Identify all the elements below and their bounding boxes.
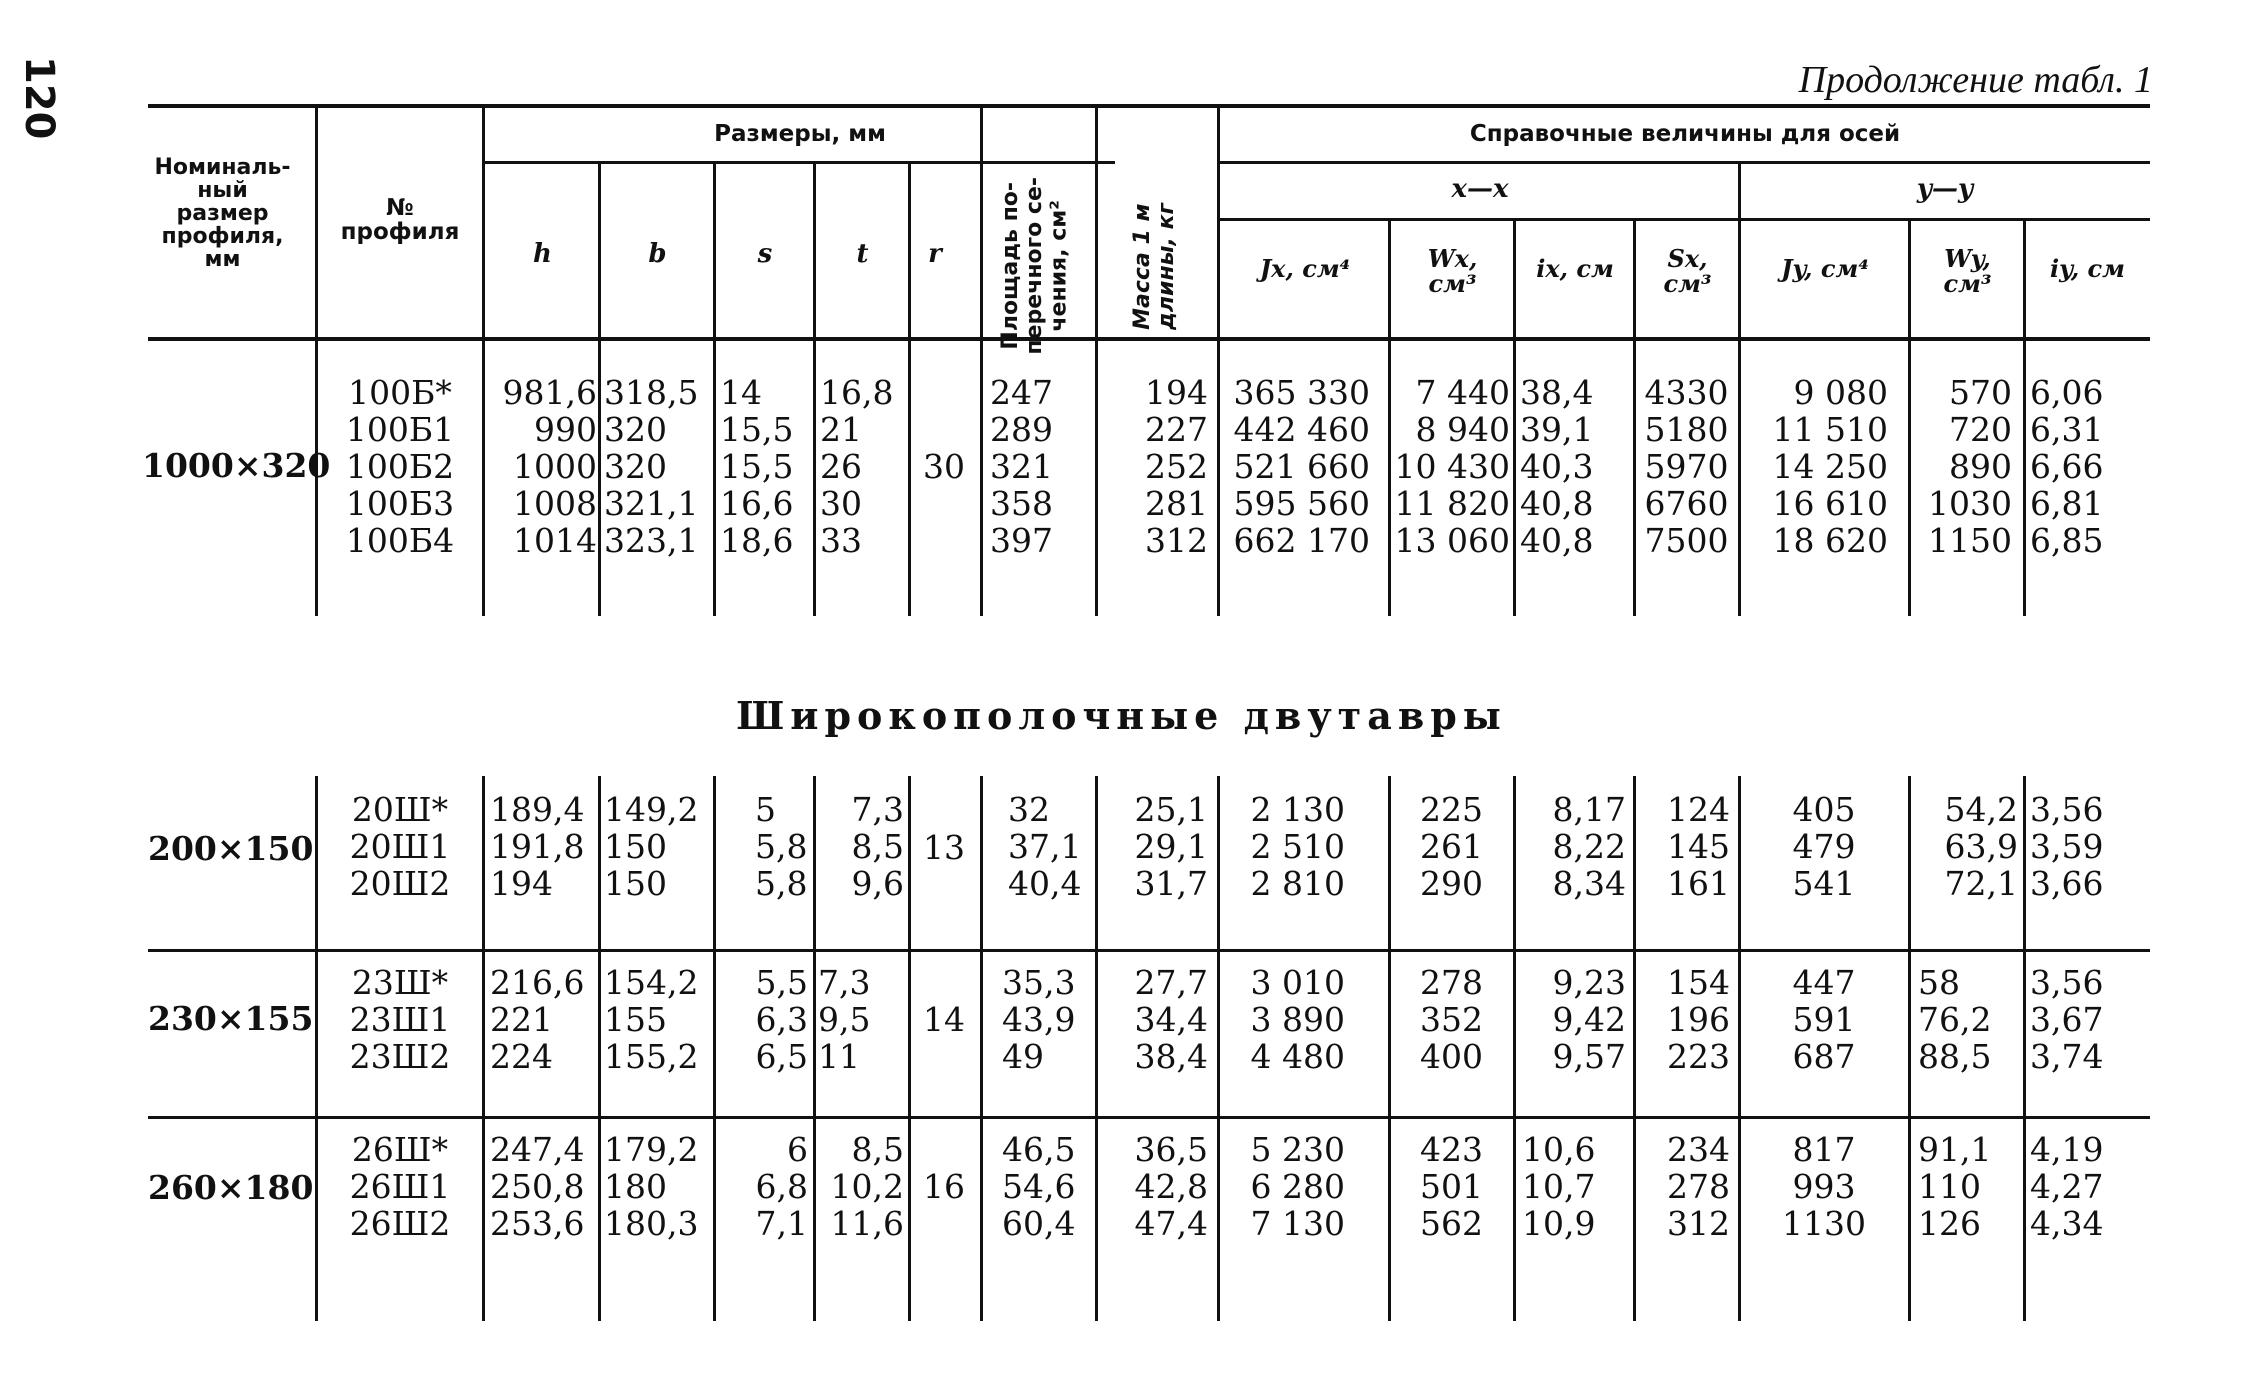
row-separator-260	[148, 1116, 2150, 1119]
header-vline	[1217, 106, 1220, 338]
profile-numbers: 23Ш* 23Ш1 23Ш2	[349, 963, 451, 1076]
header-mass-wrap	[1095, 116, 1215, 416]
block2-vline	[482, 776, 485, 1321]
mass-values: 194 227 252 281 312	[1145, 373, 1208, 560]
header-vline	[1738, 162, 1741, 338]
header-t: t	[856, 239, 869, 269]
area-values: 247 289 321 358 397	[990, 373, 1053, 560]
t-values: 7,3 9,5 11	[818, 963, 871, 1076]
h-values: 247,4 250,8 253,6	[490, 1130, 585, 1243]
header-dimensions: Размеры, мм	[714, 121, 886, 147]
ix-values: 38,4 39,1 40,3 40,8 40,8	[1520, 373, 1594, 560]
Jx-values: 5 230 6 280 7 130	[1250, 1130, 1345, 1243]
s-values: 5,5 6,3 6,5	[755, 963, 808, 1076]
nominal-size: 260×180	[148, 1168, 314, 1207]
header-mass: Масса 1 м длины, кг	[1129, 202, 1179, 330]
header-axis-y: y—y	[1916, 174, 1974, 204]
Wy-values: 54,2 63,9 72,1	[1944, 790, 2018, 903]
header-vline	[980, 106, 983, 338]
s-values: 14 15,5 15,5 16,6 18,6	[720, 373, 794, 560]
block1-vline	[713, 341, 716, 616]
r-value: 13	[923, 828, 965, 867]
reference-rule	[1220, 161, 2150, 164]
t-values: 16,8 21 26 30 33	[820, 373, 894, 560]
block2-vline	[980, 776, 983, 1321]
Sx-values: 154 196 223	[1667, 963, 1730, 1076]
header-Wx: Wx, см³	[1427, 244, 1478, 299]
block1-vline	[1513, 341, 1516, 616]
Wx-values: 225 261 290	[1420, 790, 1483, 903]
header-vline	[2023, 219, 2026, 338]
Jy-values: 817 993 1130	[1782, 1130, 1866, 1243]
b-values: 154,2 155 155,2	[604, 963, 699, 1076]
header-reference: Справочные величины для осей	[1469, 121, 1901, 147]
header-vline	[1513, 219, 1516, 338]
b-values: 149,2 150 150	[604, 790, 699, 903]
mass-values: 27,7 34,4 38,4	[1134, 963, 1208, 1076]
Sx-values: 124 145 161	[1667, 790, 1730, 903]
Sx-values: 234 278 312	[1667, 1130, 1730, 1243]
Wx-values: 423 501 562	[1420, 1130, 1483, 1243]
header-Jy: Jy, см⁴	[1781, 254, 1869, 283]
b-values: 179,2 180 180,3	[604, 1130, 699, 1243]
header-vline	[1388, 219, 1391, 338]
block2-vline	[598, 776, 601, 1321]
block1-vline	[980, 341, 983, 616]
b-values: 318,5 320 320 321,1 323,1	[604, 373, 699, 560]
block2-vline	[2023, 776, 2026, 1321]
header-vline	[598, 162, 601, 338]
page-number: 120	[16, 56, 62, 140]
Wx-values: 7 440 8 940 10 430 11 820 13 060	[1394, 373, 1510, 560]
header-vline	[908, 162, 911, 338]
Jy-values: 405 479 541	[1792, 790, 1856, 903]
header-Jx: Jx, см⁴	[1259, 254, 1351, 283]
ix-values: 8,17 8,22 8,34	[1552, 790, 1626, 903]
Jx-values: 2 130 2 510 2 810	[1250, 790, 1345, 903]
axis-rule	[1220, 218, 2150, 221]
t-values: 7,3 8,5 9,6	[851, 790, 904, 903]
section-title: Широкополочные двутавры	[736, 693, 1507, 738]
Wy-values: 570 720 890 1030 1150	[1928, 373, 2012, 560]
iy-values: 4,19 4,27 4,34	[2030, 1130, 2104, 1243]
header-iy: iy, см	[2050, 254, 2125, 283]
profile-numbers: 100Б* 100Б1 100Б2 100Б3 100Б4	[345, 373, 455, 560]
ix-values: 10,6 10,7 10,9	[1522, 1130, 1596, 1243]
s-values: 6 6,8 7,1	[755, 1130, 808, 1243]
r-value: 30	[923, 447, 965, 486]
iy-values: 6,06 6,31 6,66 6,81 6,85	[2030, 373, 2104, 560]
header-b: b	[648, 239, 667, 269]
header-h: h	[533, 239, 552, 269]
header-ix: ix, см	[1536, 254, 1614, 283]
block1-vline	[813, 341, 816, 616]
nominal-size: 200×150	[148, 829, 314, 868]
header-r: r	[928, 239, 942, 269]
r-value: 14	[923, 1000, 965, 1039]
nominal-size: 230×155	[148, 999, 314, 1038]
ix-values: 9,23 9,42 9,57	[1552, 963, 1626, 1076]
mass-values: 36,5 42,8 47,4	[1134, 1130, 1208, 1243]
profile-numbers: 26Ш* 26Ш1 26Ш2	[349, 1130, 451, 1243]
nominal-size: 1000×320	[142, 446, 331, 485]
Jy-values: 447 591 687	[1792, 963, 1856, 1076]
header-Sx: Sx, см³	[1663, 244, 1712, 299]
h-values: 216,6 221 224	[490, 963, 585, 1076]
r-value: 16	[923, 1167, 965, 1206]
header-nominal: Номиналь- ный размер профиля, мм	[154, 155, 291, 273]
Jx-values: 365 330 442 460 521 660 595 560 662 170	[1233, 373, 1370, 560]
area-values: 35,3 43,9 49	[1002, 963, 1076, 1076]
profile-numbers: 20Ш* 20Ш1 20Ш2	[349, 790, 451, 903]
header-Wy: Wy, см³	[1943, 244, 1992, 299]
header-area-wrap	[985, 116, 1085, 416]
Wy-values: 91,1 110 126	[1918, 1130, 1992, 1243]
header-vline	[482, 106, 485, 338]
block1-vline	[2023, 341, 2026, 616]
table-top-rule	[148, 104, 2150, 108]
block1-vline	[598, 341, 601, 616]
header-vline	[1095, 106, 1098, 338]
mass-values: 25,1 29,1 31,7	[1134, 790, 1208, 903]
iy-values: 3,56 3,59 3,66	[2030, 790, 2104, 903]
header-area: Площадь по- перечного се- чения, см²	[997, 177, 1072, 355]
area-values: 32 37,1 40,4	[1008, 790, 1082, 903]
Jx-values: 3 010 3 890 4 480	[1250, 963, 1345, 1076]
s-values: 5 5,8 5,8	[755, 790, 808, 903]
header-vline	[315, 106, 318, 338]
Jy-values: 9 080 11 510 14 250 16 610 18 620	[1772, 373, 1888, 560]
header-vline	[1633, 219, 1636, 338]
iy-values: 3,56 3,67 3,74	[2030, 963, 2104, 1076]
Sx-values: 4330 5180 5970 6760 7500	[1644, 373, 1729, 560]
row-separator-230	[148, 949, 2150, 952]
Wx-values: 278 352 400	[1420, 963, 1483, 1076]
header-axis-x: x—x	[1451, 174, 1509, 204]
area-values: 46,5 54,6 60,4	[1002, 1130, 1076, 1243]
t-values: 8,5 10,2 11,6	[830, 1130, 904, 1243]
header-vline	[1908, 219, 1911, 338]
h-values: 981,6 990 1000 1008 1014	[502, 373, 597, 560]
header-s: s	[757, 239, 773, 269]
header-vline	[713, 162, 716, 338]
h-values: 189,4 191,8 194	[490, 790, 585, 903]
header-profile: № профиля	[340, 195, 460, 246]
Wy-values: 58 76,2 88,5	[1918, 963, 1992, 1076]
continuation-caption: Продолжение табл. 1	[1798, 59, 2153, 101]
header-vline	[813, 162, 816, 338]
